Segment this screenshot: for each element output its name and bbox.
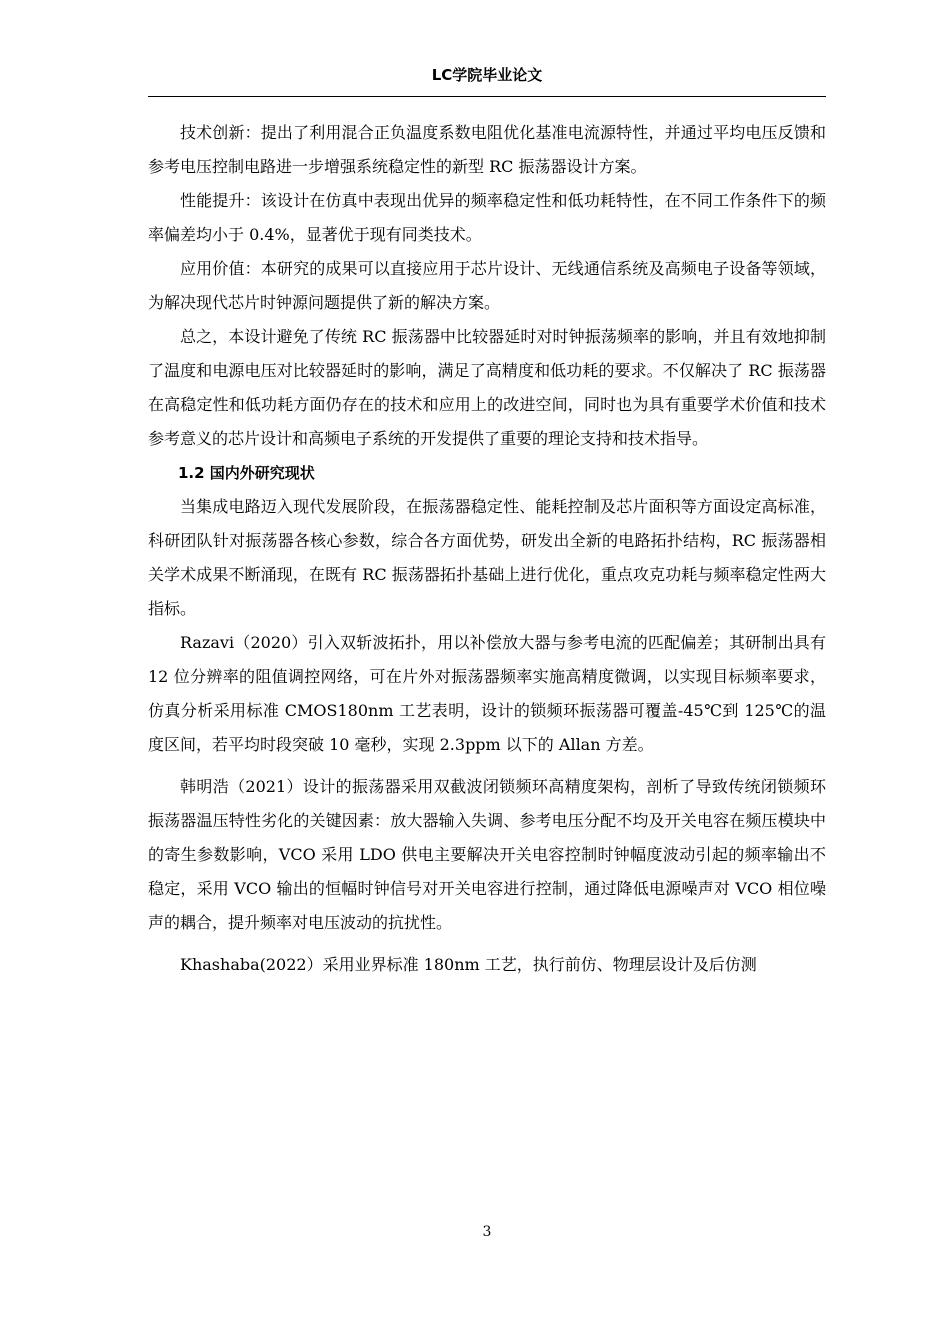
paragraph-summary: 总之，本设计避免了传统 RC 振荡器中比较器延时对时钟振荡频率的影响，并且有效地抑制了温度和电源电压对比较器延时的影响，满足了高精度和低功耗的要求。不仅解决了 RC 振荡器在高稳定性和低功耗方面仍存在的技术和应用上的改进空间，同时也为具有重要学术价值和技术参考意义的芯片设计和高频电子系统的开发提供了重要的理论支持和技术指导。 [148, 327, 826, 448]
paragraph-research-status-intro: 当集成电路迈入现代发展阶段，在振荡器稳定性、能耗控制及芯片面积等方面设定高标准，科研团队针对振荡器各核心参数，综合各方面优势，研发出全新的电路拓扑结构，RC 振荡器相关学术成果不断涌现，在既有 RC 振荡器拓扑基础上进行优化，重点攻克功耗与频率稳定性两大指标。 [148, 497, 826, 618]
paragraph-technical-innovation: 技术创新：提出了利用混合正负温度系数电阻优化基准电流源特性，并通过平均电压反馈和参考电压控制电路进一步增强系统稳定性的新型 RC 振荡器设计方案。 [148, 123, 826, 176]
paragraph-performance: 性能提升：该设计在仿真中表现出优异的频率稳定性和低功耗特性，在不同工作条件下的频率偏差均小于 0.4%，显著优于现有同类技术。 [148, 191, 826, 244]
paragraph-khashaba: Khashaba(2022）采用业界标准 180nm 工艺，执行前仿、物理层设计及后仿测 [180, 955, 757, 974]
page-header-title: LC学院毕业论文 [431, 66, 543, 84]
page-number: 3 [482, 1224, 492, 1240]
body-text [148, 116, 826, 982]
paragraph-han-minghao: 韩明浩（2021）设计的振荡器采用双截波闭锁频环高精度架构，剖析了导致传统闭锁频环振荡器温压特性劣化的关键因素：放大器输入失调、参考电压分配不均及开关电容在频压模块中的寄生参数影响，VCO 采用 LDO 供电主要解决开关电容控制时钟幅度波动引起的频率输出不稳定，采用 VCO 输出的恒幅时钟信号对开关电容进行控制，通过降低电源噪声对 VCO 相位噪声的耦合，提升频率对电压波动的抗扰性。 [148, 777, 826, 932]
paragraph-application-value: 应用价值：本研究的成果可以直接应用于芯片设计、无线通信系统及高频电子设备等领域，为解决现代芯片时钟源问题提供了新的解决方案。 [148, 259, 826, 312]
paragraph-razavi: Razavi（2020）引入双斩波拓扑，用以补偿放大器与参考电流的匹配偏差；其研制出具有 12 位分辨率的阻值调控网络，可在片外对振荡器频率实施高精度微调，以实现目标频率要求，仿真分析采用标准 CMOS180nm 工艺表明，设计的锁频环振荡器可覆盖-45℃到 125℃的温度区间，若平均时段突破 10 毫秒，实现 2.3ppm 以下的 Allan 方差。 [148, 633, 826, 754]
section-heading: 1.2 国内外研究现状 [178, 464, 315, 482]
header-divider [148, 96, 826, 97]
